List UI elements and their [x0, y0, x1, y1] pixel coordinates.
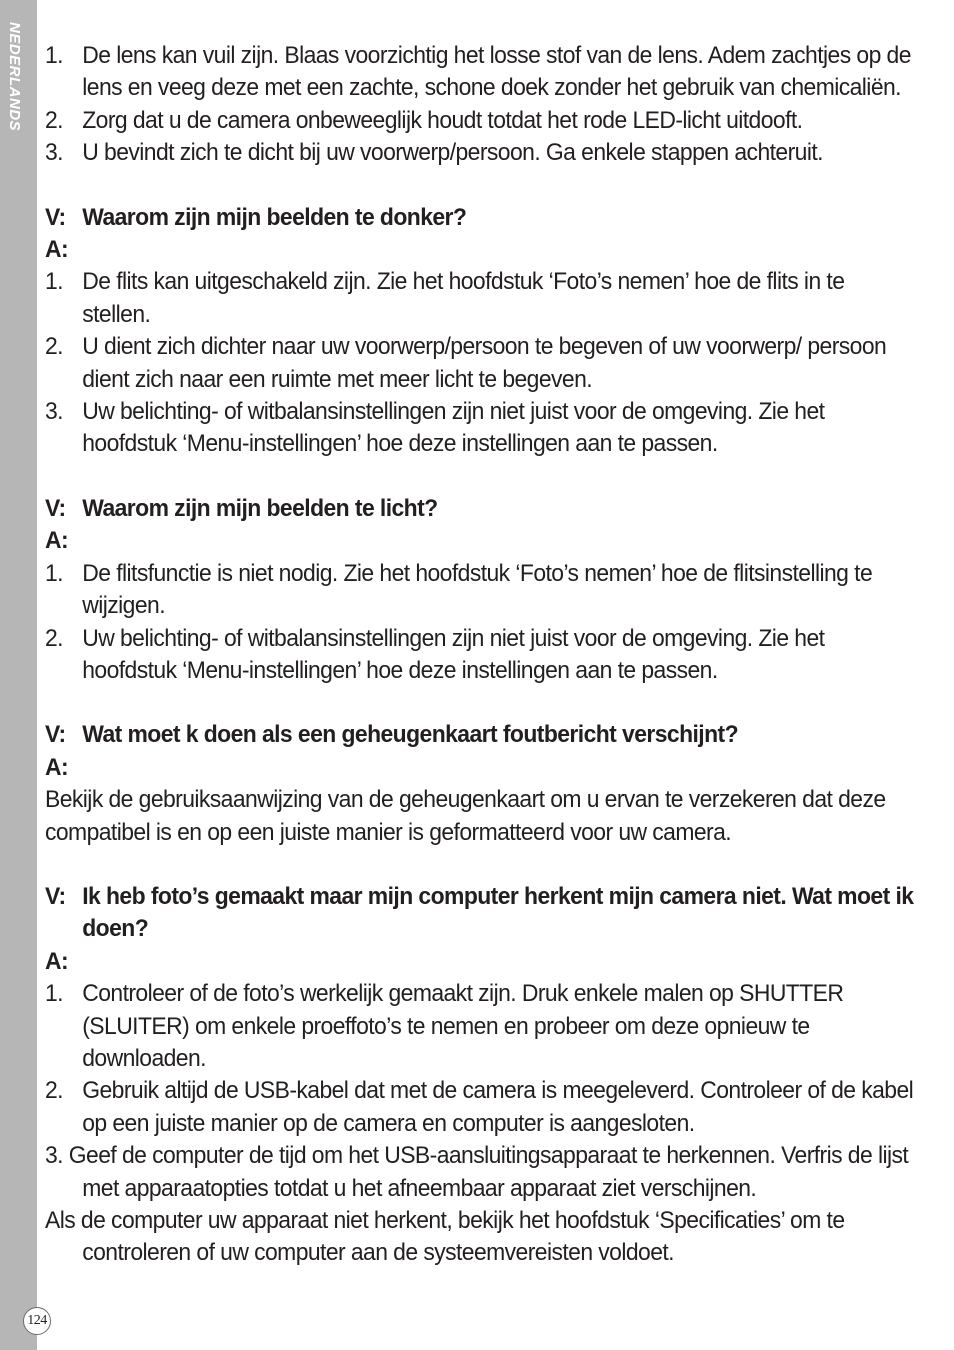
closing-paragraph: Als de computer uw apparaat niet herkent, bekijk het hoofdstuk ‘Specificaties’ om te controleren of uw computer aan de systeemvereisten voldoet. [45, 1207, 845, 1267]
list-text: U dient zich dichter naar uw voorwerp/persoon te begeven of uw voorwerp/ persoon dient zich naar een ruimte met meer licht te begeven. [82, 333, 887, 393]
faq-question [45, 719, 915, 751]
list-item [45, 558, 915, 623]
list-number: 3. [45, 139, 63, 167]
question-label: V: [45, 494, 66, 522]
list-text: Uw belichting- of witbalansinstellingen zijn niet juist voor de omgeving. Zie het hoofdstuk ‘Menu-instellingen’ hoe deze instellingen aan te passen. [82, 398, 825, 458]
answer-label: A: [45, 236, 69, 264]
list-item [45, 1075, 915, 1140]
list-number: 1. [45, 42, 63, 69]
language-sidebar [0, 0, 37, 1350]
question-text: Ik heb foto’s gemaakt maar mijn computer herkent mijn camera niet. Wat moet ik doen? [82, 882, 914, 943]
list-number: 1. [45, 268, 63, 296]
page-number: 124 [23, 1307, 51, 1335]
language-label: NEDERLANDS [6, 22, 23, 132]
list-text: Uw belichting- of witbalansinstellingen zijn niet juist voor de omgeving. Zie het hoofdstuk ‘Menu-instellingen’ hoe deze instellingen aan te passen. [82, 624, 825, 684]
answer-paragraph: Bekijk de gebruiksaanwijzing van de geheugenkaart om u ervan te verzekeren dat deze compatibel is en op een juiste manier is geformatteerd voor uw camera. [45, 786, 886, 846]
answer-label: A: [45, 527, 69, 555]
faq-question [45, 493, 915, 525]
question-label: V: [45, 721, 66, 749]
faq-question [45, 202, 915, 234]
list-item [45, 40, 915, 105]
question-label: V: [45, 203, 66, 231]
question-label: V: [45, 882, 66, 910]
list-text: Gebruik altijd de USB-kabel dat met de camera is meegeleverd. Controleer of de kabel op een juiste manier op de camera en computer is aangesloten. [82, 1077, 914, 1137]
question-text: Waarom zijn mijn beelden te donker? [82, 203, 467, 231]
list-text: De lens kan vuil zijn. Blaas voorzichtig het losse stof van de lens. Adem zachtjes op de lens en veeg deze met een zachte, schone doek zonder het gebruik van chemicaliën. [82, 42, 911, 102]
page-content [45, 40, 914, 1270]
list-number: 2. [45, 106, 63, 134]
answer-label: A: [45, 947, 69, 975]
list-number: 2. [45, 624, 63, 652]
list-text: De flitsfunctie is niet nodig. Zie het hoofdstuk ‘Foto’s nemen’ hoe de flitsinstelling te wijzigen. [82, 559, 873, 620]
list-text: De flits kan uitgeschakeld zijn. Zie het hoofdstuk ‘Foto’s nemen’ hoe de flits in te stellen. [82, 268, 845, 328]
list-item [45, 331, 915, 396]
list-text: Zorg dat u de camera onbeweeglijk houdt totdat het rode LED-licht uitdooft. [82, 106, 803, 134]
list-text: Controleer of de foto’s werkelijk gemaakt zijn. Druk enkele malen op SHUTTER (SLUITER) om enkele proeffoto’s te nemen en probeer om deze opnieuw te downloaden. [82, 980, 844, 1072]
list-item-3: 3. Geef de computer de tijd om het USB-aansluitingsapparaat te herkennen. Verfris de lijst met apparaatopties totdat u het afneembaar apparaat ziet verschijnen. [45, 1142, 909, 1202]
list-item [45, 266, 915, 331]
list-number: 2. [45, 333, 63, 361]
list-text: U bevindt zich te dicht bij uw voorwerp/persoon. Ga enkele stappen achteruit. [82, 139, 823, 167]
list-number: 1. [45, 980, 63, 1008]
question-text: Waarom zijn mijn beelden te licht? [82, 494, 438, 522]
list-number: 2. [45, 1077, 63, 1105]
list-number: 1. [45, 559, 63, 587]
question-text: Wat moet k doen als een geheugenkaart foutbericht verschijnt? [82, 721, 739, 749]
list-item [45, 137, 915, 169]
faq-question [45, 881, 915, 946]
list-number: 3. [45, 398, 63, 426]
list-item [45, 105, 915, 137]
answer-label: A: [45, 753, 69, 781]
list-item [45, 396, 915, 461]
list-item [45, 978, 915, 1075]
list-item [45, 623, 915, 688]
